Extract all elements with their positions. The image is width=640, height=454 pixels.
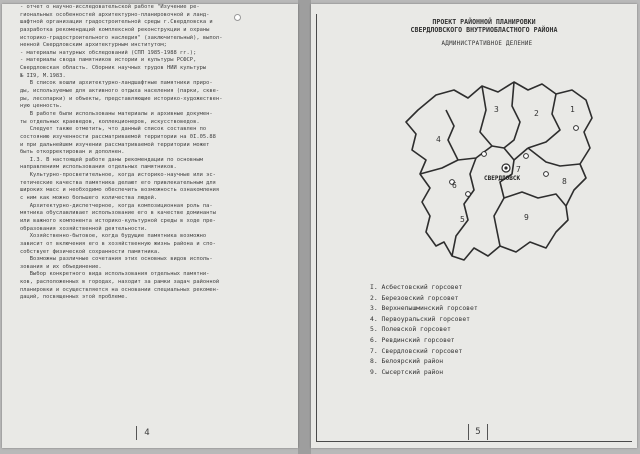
map-border-f — [528, 148, 580, 166]
town-marker — [544, 172, 549, 177]
district-map — [396, 70, 596, 270]
page-number-right: 5 — [468, 424, 488, 440]
text-line: Следует также отметить, что данный список составлен по — [20, 126, 207, 133]
region-number-1: 1 — [570, 105, 575, 114]
page-frame-left — [316, 14, 317, 442]
region-number-3: 3 — [494, 105, 499, 114]
text-line: зависит от включения его в хозяйственную жизнь района и спо- — [20, 240, 216, 247]
text-line: - отчет о научно-исследовательской работе "Изучение ре- — [20, 4, 200, 10]
map-subtitle: АДМИНИСТРАТИВНОЕ ДЕЛЕНИЕ — [441, 41, 533, 47]
legend-item: I. Асбестовский горсовет — [370, 283, 463, 291]
text-line: шафтной организации градостроительной среды г.Свердловска и — [20, 19, 213, 26]
map-border-h — [494, 160, 514, 246]
map-border-g — [452, 158, 476, 256]
map-border-c — [528, 94, 560, 148]
text-line: историко-градостроительного наследия" (заключительный), выпол- — [20, 34, 223, 41]
text-line: ты отдельных краеведов, коллекционеров, искусствоведов. — [20, 118, 200, 125]
text-line: зования и их объединение. — [20, 263, 102, 270]
text-line: ды, используемые для активного отдыха населения (парки, скве- — [20, 88, 220, 95]
legend-item: 3. Верхнепышминский горсовет — [370, 304, 478, 313]
text-line: тетические качества памятника делают его привлекательным для — [20, 179, 216, 186]
town-marker — [524, 154, 529, 159]
text-line: - материалы натурных обследований (СПП 1985-1988 гг.); — [20, 49, 197, 56]
book-gutter — [298, 0, 311, 454]
text-line: гиональных особенностей архитектурно-планировочной и ланд- — [20, 11, 210, 18]
page-frame-bottom — [316, 441, 632, 442]
city-dot — [504, 166, 507, 169]
text-line: широких масс и необходимо обеспечить возможность ознакомления — [20, 187, 220, 194]
map-border-j — [446, 110, 458, 160]
text-line: и при дальнейшем изучении рассматриваемой территории может — [20, 141, 210, 148]
map-title-line1: ПРОЕКТ РАЙОННОЙ ПЛАНИРОВКИ — [432, 18, 536, 26]
legend-item: 8. Белоярский район — [370, 357, 444, 366]
map-border-a — [480, 86, 492, 146]
text-line: Возможны различные сочетания этих основных видов исполь- — [20, 256, 213, 263]
region-number-9: 9 — [524, 213, 529, 222]
text-line: ры, лесопарки) и объекты, представляющие историко-художествен- — [20, 95, 223, 102]
town-marker — [574, 126, 579, 131]
legend-item: 4. Первоуральский горсовет — [370, 314, 471, 323]
text-line: В список вошли архитектурно-ландшафтные памятники приро- — [20, 80, 213, 87]
text-line: собствует физической сохранности памятника. — [20, 248, 161, 255]
page-number-left: 4 — [136, 426, 157, 440]
map-border-e — [492, 146, 528, 160]
text-line: ков, расположенных в городах, находит за рамки задач районной — [20, 279, 220, 286]
text-line: В работе были использованы материалы и архивные докумен- — [20, 110, 213, 117]
region-number-7: 7 — [516, 165, 521, 174]
map-border-i — [504, 192, 566, 206]
text-line: ненной Свердловским архитектурным институтом; — [20, 42, 167, 49]
text-line: мятника обуславливает использование его в качестве доминанты — [20, 210, 216, 217]
text-line: Архитектурно-диспетчерное, когда композиционная роль па- — [20, 202, 213, 209]
legend-item: 2. Березовский горсовет — [370, 293, 459, 302]
text-line: Свердловская область. Сборник научных трудов НИИ культуры — [20, 65, 207, 72]
map-title — [378, 18, 590, 35]
region-number-5: 5 — [460, 215, 465, 224]
city-label: СВЕРДЛОВСК — [484, 175, 521, 182]
region-number-8: 8 — [562, 177, 567, 186]
town-marker — [466, 192, 471, 197]
text-line: даций, посвященных этой проблеме. — [20, 294, 128, 301]
region-number-4: 4 — [436, 135, 441, 144]
map-border-b — [504, 82, 520, 148]
legend-item: 5. Полевской горсовет — [370, 325, 451, 334]
text-line: планировки и осуществляется на основании специальных рекомен- — [20, 286, 220, 293]
text-line: Выбор конкретного вида использования отдельных памятни- — [20, 271, 210, 278]
town-marker — [482, 152, 487, 157]
text-line: с ним как можно большего количества людей. — [20, 195, 158, 202]
text-line: или важного компонента историко-культурной среды в ходе пре- — [20, 217, 216, 224]
legend-item: 6. Ревдинский горсовет — [370, 335, 455, 344]
text-line: быть откорректирован и дополнен. — [20, 149, 125, 156]
map-border-d — [420, 146, 492, 174]
text-line: состоянию изученности рассматриваемой территории на 0I.05.88 — [20, 133, 216, 140]
region-number-2: 2 — [534, 109, 539, 118]
left-page-text — [20, 4, 288, 302]
text-line: Хозяйственно-бытовое, когда будущие памятника возможно — [20, 233, 207, 240]
text-line: разработка рекомендаций комплексной реконструкции и охраны — [20, 26, 210, 33]
text-line: № II9, М.1983. — [20, 72, 66, 79]
text-line: I.3. В настоящей работе даны рекомендации по основным — [20, 156, 203, 163]
text-line: образования хозяйственной деятельности. — [20, 225, 148, 232]
legend-item: 9. Сысертский район — [370, 367, 444, 376]
legend-item: 7. Свердловский горсовет — [370, 346, 463, 355]
text-line: ную ценность. — [20, 103, 63, 110]
region-number-6: 6 — [452, 181, 457, 190]
text-line: направлениям использования отдельных памятников. — [20, 164, 177, 171]
map-title-line2: СВЕРДЛОВСКОГО ВНУТРИОБЛАСТНОГО РАЙОНА — [410, 26, 558, 35]
text-line: Культурно-просветительное, когда историко-научные или эс- — [20, 172, 216, 179]
map-legend — [370, 282, 610, 377]
text-line: - материалы свода памятников истории и культуры РСФСР, — [20, 57, 197, 64]
